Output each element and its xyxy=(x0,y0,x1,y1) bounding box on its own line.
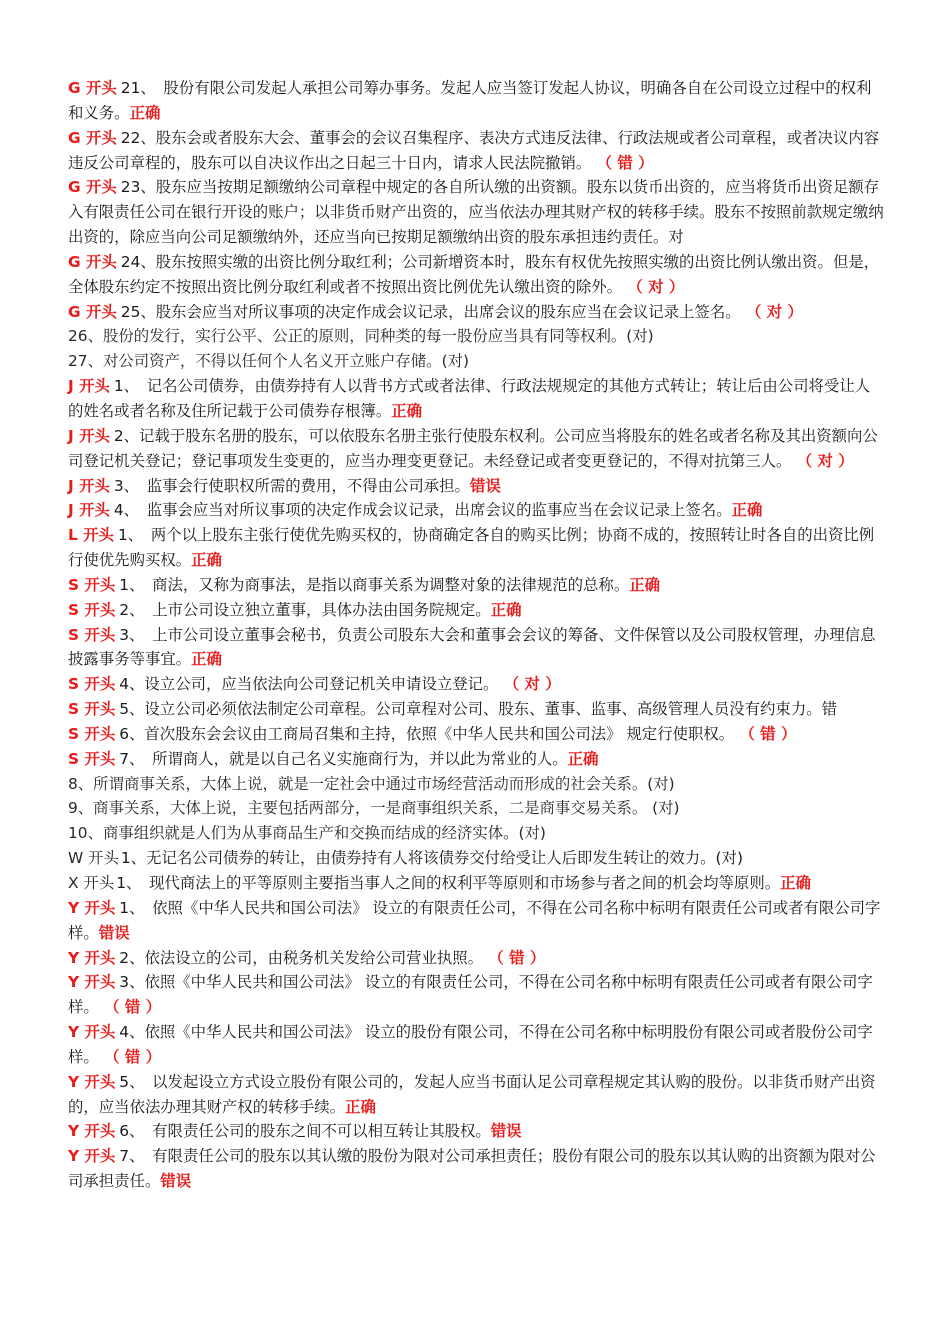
answer-verdict: 错误 xyxy=(160,1172,192,1191)
letter-prefix: S 开头 xyxy=(68,600,116,619)
question-item xyxy=(68,498,884,523)
answer-verdict: 正确 xyxy=(391,401,423,420)
question-item xyxy=(68,598,884,623)
answer-verdict: （ 对 ） xyxy=(498,675,561,694)
question-text: 3、依照《中华人民共和国公司法》 设立的有限责任公司，不得在公司名称中标明有限责任公司或者有限公司字样。 xyxy=(68,973,873,1017)
letter-prefix: Y 开头 xyxy=(68,1072,116,1091)
question-item xyxy=(68,697,884,722)
question-text: 25、股东会应当对所议事项的决定作成会议记录，出席会议的股东应当在会议记录上签名。 xyxy=(120,302,741,321)
letter-prefix: Y 开头 xyxy=(68,1023,116,1042)
answer-verdict: 正确 xyxy=(345,1097,376,1116)
question-item xyxy=(68,772,884,797)
question-text: 27、对公司资产，不得以任何个人名义开立账户存储。(对) xyxy=(68,352,469,371)
question-text: 5、 以发起设立方式设立股份有限公司的，发起人应当书面认足公司章程规定其认购的股份。以非货币财产出资的，应当依法办理其财产权的转移手续。 xyxy=(68,1072,876,1116)
answer-verdict: 正确 xyxy=(567,749,599,768)
question-text: 5、设立公司必须依法制定公司章程。公司章程对公司、股东、董事、监事、高级管理人员没有约束力。错 xyxy=(119,700,837,719)
question-item xyxy=(68,474,884,499)
letter-prefix: J 开头 xyxy=(68,377,110,396)
question-item xyxy=(68,349,884,374)
answer-verdict: 正确 xyxy=(490,600,522,619)
question-item xyxy=(68,126,884,176)
question-text: 2、依法设立的公司，由税务机关发给公司营业执照。 xyxy=(119,948,484,967)
question-item xyxy=(68,300,884,325)
question-item xyxy=(68,672,884,697)
letter-prefix: W 开头 xyxy=(68,849,119,868)
question-text: 3、 监事会行使职权所需的费用，不得由公司承担。 xyxy=(113,476,470,495)
letter-prefix: Y 开头 xyxy=(68,898,116,917)
answer-verdict: 正确 xyxy=(191,551,222,570)
answer-verdict: （ 错 ） xyxy=(483,948,546,967)
question-item xyxy=(68,846,884,871)
question-item xyxy=(68,1020,884,1070)
letter-prefix: Y 开头 xyxy=(68,973,116,992)
question-item xyxy=(68,871,884,896)
letter-prefix: S 开头 xyxy=(68,575,116,594)
answer-verdict: 正确 xyxy=(129,103,161,122)
question-item xyxy=(68,821,884,846)
question-item xyxy=(68,523,884,573)
question-text: 7、 所谓商人，就是以自己名义实施商行为，并以此为常业的人。 xyxy=(119,749,568,768)
question-item xyxy=(68,1119,884,1144)
document-page xyxy=(68,76,884,1194)
answer-verdict: （ 对 ） xyxy=(622,277,685,296)
question-item xyxy=(68,623,884,673)
letter-prefix: S 开头 xyxy=(68,700,116,719)
letter-prefix: G 开头 xyxy=(68,252,117,271)
question-item xyxy=(68,1144,884,1194)
letter-prefix: S 开头 xyxy=(68,724,116,743)
question-text: 1、 记名公司债券，由债券持有人以背书方式或者法律、行政法规规定的其他方式转让；转让后由公司将受让人的姓名或者名称及住所记载于公司债券存根簿。 xyxy=(68,377,871,420)
answer-verdict: （ 对 ） xyxy=(791,451,854,470)
answer-verdict: （ 错 ） xyxy=(98,1047,162,1066)
letter-prefix: S 开头 xyxy=(68,749,116,768)
answer-verdict: 正确 xyxy=(731,501,763,520)
question-text: 23、股东应当按期足额缴纳公司章程中规定的各自所认缴的出资额。股东以货币出资的，应当将货币出资足额存入有限责任公司在银行开设的账户；以非货币财产出资的，应当依法办理其财产权的转移手续。股东不按照前款规定缴纳出资的，除应当向公司足额缴纳外，还应当向已按期足额缴纳出资的股东承担违约责任。对 xyxy=(68,178,884,247)
question-item xyxy=(68,970,884,1020)
question-item xyxy=(68,76,884,126)
letter-prefix: Y 开头 xyxy=(68,1122,116,1141)
question-item xyxy=(68,896,884,946)
question-text: 6、首次股东会会议由工商局召集和主持，依照《中华人民共和国公司法》 规定行使职权。 xyxy=(119,724,735,743)
question-text: 8、所谓商事关系，大体上说，就是一定社会中通过市场经营活动而形成的社会关系。(对) xyxy=(68,774,675,793)
answer-verdict: 错误 xyxy=(490,1122,522,1141)
question-text: 26、股份的发行，实行公平、公正的原则，同种类的每一股份应当具有同等权利。(对) xyxy=(68,327,654,346)
question-text: 1、 依照《中华人民共和国公司法》 设立的有限责任公司，不得在公司名称中标明有限责任公司或者有限公司字样。 xyxy=(68,898,881,942)
question-text: 4、依照《中华人民共和国公司法》 设立的股份有限公司，不得在公司名称中标明股份有限公司或者股份公司字样。 xyxy=(68,1023,873,1066)
question-text: 21、 股份有限公司发起人承担公司筹办事务。发起人应当签订发起人协议，明确各自在公司设立过程中的权利和义务。 xyxy=(68,79,872,122)
letter-prefix: G 开头 xyxy=(68,79,117,97)
question-text: 3、 上市公司设立董事会秘书，负责公司股东大会和董事会会议的筹备、文件保管以及公司股权管理，办理信息披露事务等事宜。 xyxy=(68,625,876,669)
answer-verdict: 错误 xyxy=(469,476,501,495)
question-text: 10、商事组织就是人们为从事商品生产和交换而结成的经济实体。(对) xyxy=(68,824,546,843)
question-text: 4、设立公司，应当依法向公司登记机关申请设立登记。 xyxy=(119,675,499,694)
question-item xyxy=(68,573,884,598)
answer-verdict: （ 错 ） xyxy=(98,998,162,1017)
answer-verdict: （ 对 ） xyxy=(740,302,803,321)
answer-verdict: 正确 xyxy=(629,575,661,594)
question-text: 2、 上市公司设立独立董事，具体办法由国务院规定。 xyxy=(119,600,491,619)
question-item xyxy=(68,1070,884,1120)
question-text: 6、 有限责任公司的股东之间不可以相互转让其股权。 xyxy=(119,1122,491,1141)
question-text: 24、股东按照实缴的出资比例分取红利；公司新增资本时，股东有权优先按照实缴的出资比例认缴出资。但是，全体股东约定不按照出资比例分取红利或者不按照出资比例优先认缴出资的除外。 xyxy=(68,252,880,296)
question-item xyxy=(68,424,884,474)
answer-verdict: （ 错 ） xyxy=(591,153,654,172)
letter-prefix: Y 开头 xyxy=(68,1147,116,1166)
question-item xyxy=(68,747,884,772)
question-item xyxy=(68,374,884,424)
answer-verdict: 正确 xyxy=(191,650,222,669)
letter-prefix: J 开头 xyxy=(68,501,110,520)
letter-prefix: J 开头 xyxy=(68,476,110,495)
letter-prefix: X 开头 xyxy=(68,874,115,892)
question-text: 1、 现代商法上的平等原则主要指当事人之间的权利平等原则和市场参与者之间的机会均等原则。 xyxy=(116,874,781,892)
letter-prefix: S 开头 xyxy=(68,675,116,694)
question-text: 9、商事关系，大体上说，主要包括两部分，一是商事组织关系，二是商事交易关系。 (对) xyxy=(68,799,680,818)
letter-prefix: S 开头 xyxy=(68,625,116,644)
question-item xyxy=(68,946,884,971)
question-item xyxy=(68,250,884,300)
letter-prefix: L 开头 xyxy=(68,526,114,545)
letter-prefix: G 开头 xyxy=(68,302,117,321)
question-text: 1、 商法，又称为商事法，是指以商事关系为调整对象的法律规范的总称。 xyxy=(119,575,630,594)
question-text: 1、 两个以上股东主张行使优先购买权的，协商确定各自的购买比例；协商不成的，按照转让时各自的出资比例行使优先购买权。 xyxy=(68,526,875,570)
letter-prefix: G 开头 xyxy=(68,128,117,147)
answer-verdict: 正确 xyxy=(780,874,811,892)
question-item xyxy=(68,796,884,821)
letter-prefix: Y 开头 xyxy=(68,948,116,967)
question-item xyxy=(68,722,884,747)
answer-verdict: 错误 xyxy=(98,923,130,942)
question-text: 7、 有限责任公司的股东以其认缴的股份为限对公司承担责任；股份有限公司的股东以其认购的出资额为限对公司承担责任。 xyxy=(68,1147,876,1191)
letter-prefix: J 开头 xyxy=(68,426,110,445)
question-text: 2、记载于股东名册的股东，可以依股东名册主张行使股东权利。公司应当将股东的姓名或者名称及其出资额向公司登记机关登记；登记事项发生变更的，应当办理变更登记。未经登记或者变更登记的，不得对抗第三人。 xyxy=(68,426,878,470)
question-text: 4、 监事会应当对所议事项的决定作成会议记录，出席会议的监事应当在会议记录上签名。 xyxy=(113,501,732,520)
question-item xyxy=(68,324,884,349)
answer-verdict: （ 错 ） xyxy=(734,724,797,743)
question-text: 1、无记名公司债券的转让，由债券持有人将该债券交付给受让人后即发生转让的效力。(对) xyxy=(120,849,743,868)
question-text: 22、股东会或者股东大会、董事会的会议召集程序、表决方式违反法律、行政法规或者公司章程，或者决议内容违反公司章程的，股东可以自决议作出之日起三十日内，请求人民法院撤销。 xyxy=(68,128,880,172)
question-item xyxy=(68,175,884,250)
letter-prefix: G 开头 xyxy=(68,178,117,197)
